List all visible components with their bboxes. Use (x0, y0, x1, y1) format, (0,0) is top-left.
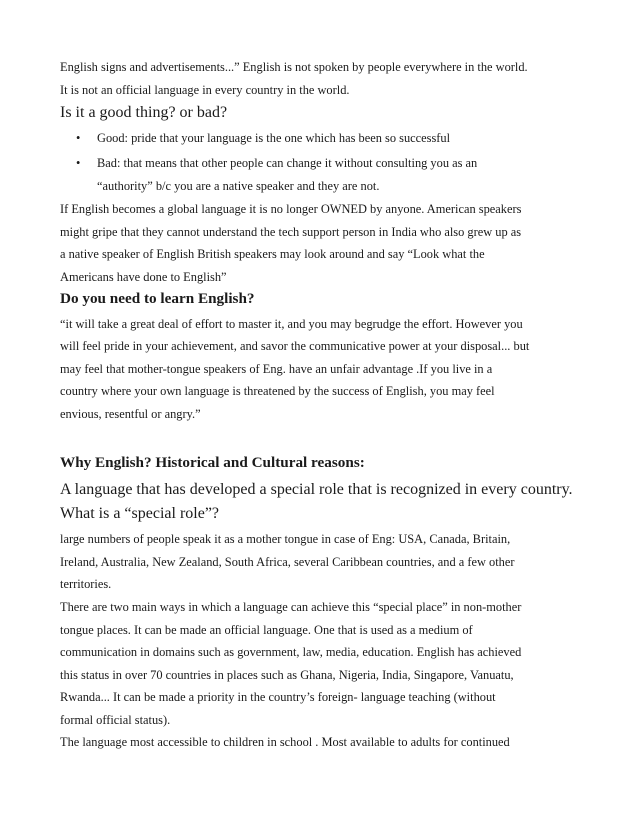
text-line: Ireland, Australia, New Zealand, South Africa, several Caribbean countries, and a few other (60, 555, 515, 569)
bullet-continuation: “authority” b/c you are a native speaker and they are not. (97, 179, 380, 193)
text-line: The language most accessible to children in school . Most available to adults for continued (60, 735, 510, 749)
text-line: It is not an official language in every country in the world. (60, 83, 350, 97)
quote-line: will feel pride in your achievement, and savor the communicative power at your disposal... but (60, 339, 530, 353)
section-heading: Is it a good thing? or bad? (60, 104, 228, 121)
text-line: tongue places. It can be made an official language. One that is used as a medium of (60, 623, 473, 637)
quote-line: country where your own language is threatened by the success of English, you may feel (60, 384, 495, 398)
bullet-item: Bad: that means that other people can change it without consulting you as an (97, 156, 478, 170)
text-line: communication in domains such as government, law, media, education. English has achieved (60, 645, 522, 659)
text-line: might gripe that they cannot understand the tech support person in India who also grew up as (60, 225, 522, 239)
text-line: territories. (60, 577, 112, 591)
quote-line: envious, resentful or angry.” (60, 407, 201, 421)
subheading: What is a “special role”? (60, 505, 220, 522)
bullet-item: Good: pride that your language is the one which has been so successful (97, 131, 451, 145)
bullet-marker: • (76, 131, 81, 145)
section-heading: Do you need to learn English? (60, 290, 255, 307)
text-line: There are two main ways in which a language can achieve this “special place” in non-mother (60, 600, 522, 614)
text-line: formal official status). (60, 713, 171, 727)
text-line: this status in over 70 countries in places such as Ghana, Nigeria, India, Singapore, Vanuatu, (60, 668, 514, 682)
text-line: a native speaker of English British speakers may look around and say “Look what the (60, 247, 485, 261)
quote-line: “it will take a great deal of effort to master it, and you may begrudge the effort. However you (60, 317, 523, 331)
text-line: Americans have done to English” (60, 270, 227, 284)
quote-line: may feel that mother-tongue speakers of Eng. have an unfair advantage .If you live in a (60, 362, 493, 376)
subheading: A language that has developed a special role that is recognized in every country. (60, 481, 573, 498)
section-heading: Why English? Historical and Cultural reasons: (60, 454, 365, 471)
bullet-marker: • (76, 156, 81, 170)
text-line: large numbers of people speak it as a mother tongue in case of Eng: USA, Canada, Britain, (60, 532, 511, 546)
text-line: If English becomes a global language it is no longer OWNED by anyone. American speakers (60, 202, 522, 216)
text-line: Rwanda... It can be made a priority in the country’s foreign- language teaching (without (60, 690, 496, 704)
text-line: English signs and advertisements...” English is not spoken by people everywhere in the world. (60, 60, 528, 74)
